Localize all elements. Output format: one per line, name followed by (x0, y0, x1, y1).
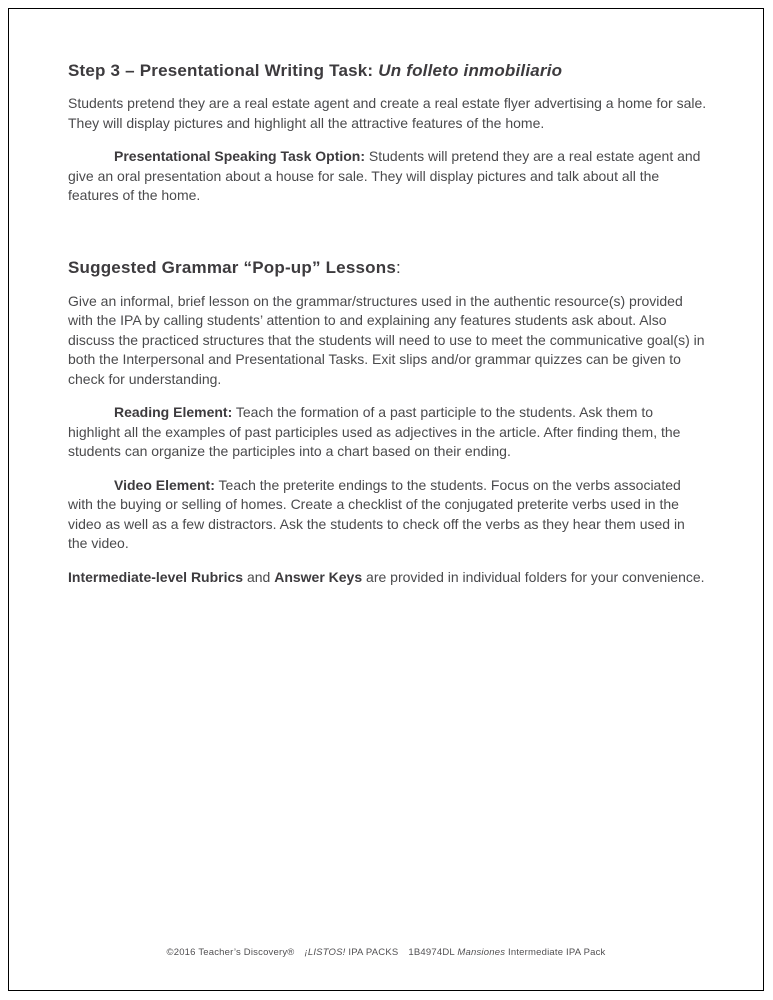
footer-title-italic: Mansiones (457, 947, 506, 958)
step3-heading-italic: Un folleto inmobiliario (378, 61, 563, 80)
paragraph-rubrics (68, 568, 708, 588)
reading-element-label: Reading Element: (114, 404, 233, 420)
rubrics-and-text: and (243, 568, 275, 585)
answer-keys-label: Answer Keys (274, 568, 363, 585)
speaking-option-label: Presentational Speaking Task Option: (114, 148, 366, 164)
footer-copyright: ©2016 Teacher’s Discovery® (166, 947, 295, 958)
reading-element-text: Teach the formation of a past participle to the students. Ask them to highlight all the examples of past participles used as adjectives in the article. After finding them, the students can organize the participles into a chart based on their ending. (68, 404, 681, 459)
rubrics-trailing-text: are provided in individual folders for your convenience. (362, 568, 705, 585)
paragraph-reading-element (68, 403, 708, 462)
document-page (8, 8, 764, 991)
footer-title-rest: Intermediate IPA Pack (505, 947, 606, 958)
step3-heading-text: Step 3 – Presentational Writing Task: (68, 61, 379, 80)
grammar-lessons-heading-text: Suggested Grammar “Pop-up” Lessons (68, 257, 396, 277)
page-content (68, 61, 708, 601)
paragraph-writing-task: Students pretend they are a real estate agent and create a real estate flyer advertising a home for sale. They will display pictures and highlight all the attractive features of the home. (68, 95, 707, 131)
page-footer (9, 947, 763, 958)
paragraph-grammar-intro: Give an informal, brief lesson on the grammar/structures used in the authentic resource(s) provided with the IPA by calling students’ attention to and explaining any features students ask about. Also discuss the practiced structures that the students will need to use to meet the communicative goal(s) in both the Interpersonal and Presentational Tasks. Exit slips and/or grammar quizzes can be given to check for understanding. (68, 292, 705, 387)
video-element-text: Teach the preterite endings to the students. Focus on the verbs associated with the buying or selling of homes. Create a checklist of the conjugated preterite verbs used in the video as well as a few distractors. Ask the students to check off the verbs as they hear them used in the video. (68, 476, 685, 551)
step3-heading (68, 61, 708, 81)
footer-series-rest: IPA PACKS (345, 947, 399, 958)
rubrics-label: Intermediate-level Rubrics (68, 568, 244, 585)
footer-sku: 1B4974DL (408, 947, 458, 958)
paragraph-video-element (68, 476, 708, 554)
grammar-lessons-heading (68, 258, 708, 278)
grammar-lessons-heading-colon: : (395, 257, 401, 277)
footer-series-italic: ¡LISTOS! (304, 947, 346, 958)
video-element-label: Video Element: (114, 476, 215, 493)
paragraph-speaking-option (68, 147, 708, 206)
speaking-option-text: Students will pretend they are a real estate agent and give an oral presentation about a house for sale. They will display pictures and talk about all the features of the home. (68, 148, 701, 203)
